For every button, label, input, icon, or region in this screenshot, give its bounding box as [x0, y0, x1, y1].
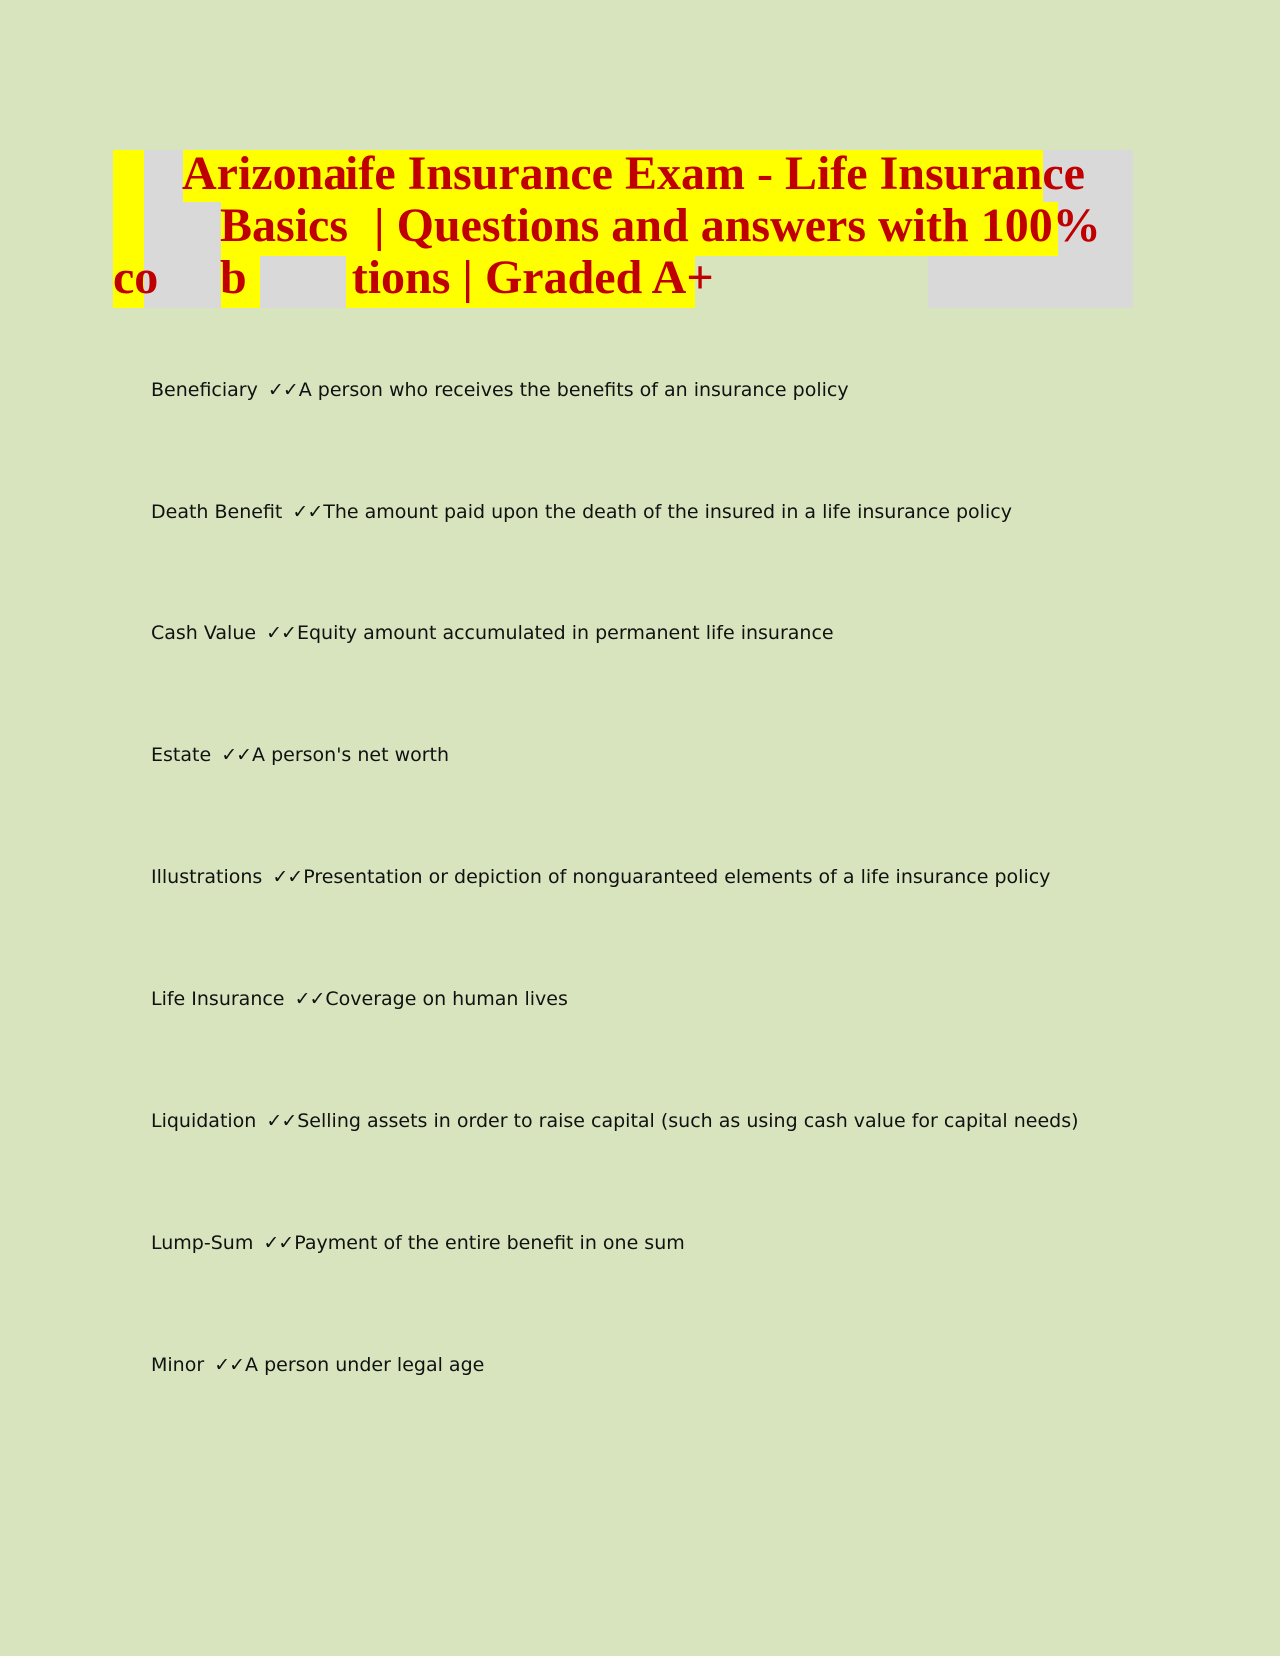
title-text: b: [220, 251, 247, 304]
list-item: [151, 494, 1151, 615]
title-line-2: [220, 199, 1101, 253]
definition: The amount paid upon the death of the insured in a life insurance policy: [323, 501, 1012, 523]
term: Death Benefit: [151, 501, 283, 523]
check-icon: ✓✓: [214, 1354, 245, 1376]
definition: Equity amount accumulated in permanent life insurance: [296, 622, 834, 644]
check-icon: ✓✓: [263, 1232, 294, 1254]
term: Illustrations: [151, 866, 263, 888]
check-icon: ✓✓: [292, 501, 323, 523]
check-icon: ✓✓: [266, 622, 296, 644]
title-text: tions | Graded A+: [351, 251, 714, 304]
redaction-block: [928, 256, 1133, 308]
list-item: [151, 615, 1151, 737]
list-item: [151, 372, 1151, 494]
definition: A person under legal age: [245, 1354, 485, 1376]
list-item: [151, 737, 1151, 859]
list-item: [151, 1225, 1151, 1347]
definition: Selling assets in order to raise capital (such as using cash value for capital needs): [297, 1110, 1079, 1132]
title-line-1: [182, 147, 1085, 201]
title-text: Arizona: [182, 147, 348, 200]
check-icon: ✓✓: [272, 866, 303, 888]
title-text: Basics: [220, 199, 349, 252]
term: Beneficiary: [151, 379, 258, 401]
title-text: ife Insurance Exam - Life Insurance: [345, 147, 1085, 200]
check-icon: ✓✓: [221, 744, 252, 766]
list-item: [151, 981, 1151, 1103]
term: Minor: [151, 1354, 205, 1376]
title-text: co: [113, 251, 159, 304]
title-text: | Questions and answers with 100%: [374, 199, 1101, 252]
qa-list: [151, 372, 1151, 1469]
title-line-3: [113, 251, 714, 305]
document-title: [113, 147, 1133, 308]
term: Life Insurance: [151, 988, 285, 1010]
term: Liquidation: [151, 1110, 257, 1132]
term: Cash Value: [151, 622, 257, 644]
definition: A person's net worth: [252, 744, 450, 766]
definition: A person who receives the benefits of an insurance policy: [298, 379, 849, 401]
check-icon: ✓✓: [267, 379, 298, 401]
check-icon: ✓✓: [294, 988, 325, 1010]
definition: Payment of the entire benefit in one sum: [294, 1232, 685, 1254]
list-item: [151, 1347, 1151, 1469]
check-icon: ✓✓: [266, 1110, 297, 1132]
term: Lump-Sum: [151, 1232, 254, 1254]
list-item: [151, 859, 1151, 981]
definition: Coverage on human lives: [325, 988, 568, 1010]
list-item: [151, 1103, 1151, 1225]
term: Estate: [151, 744, 212, 766]
definition: Presentation or depiction of nonguaranteed elements of a life insurance policy: [303, 866, 1051, 888]
